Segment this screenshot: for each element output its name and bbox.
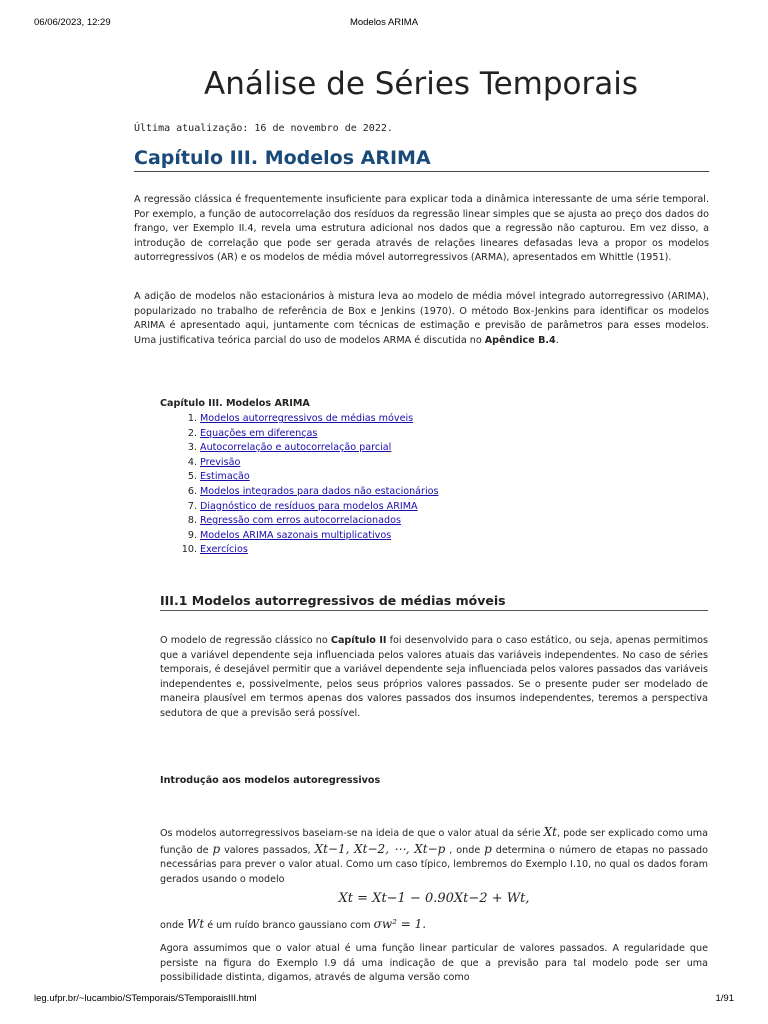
print-title: Modelos ARIMA bbox=[349, 17, 419, 28]
toc-item bbox=[160, 543, 439, 558]
linear-paragraph: Agora assumimos que o valor atual é uma função linear particular de valores passados. A regularidade que persiste na figura do Exemplo I.9 dá uma indicação de que a previsão para tal modelo pode ser uma possibilidade distinta, digamos, através de alguma versão como bbox=[160, 943, 708, 984]
toc-item bbox=[160, 500, 439, 515]
intro-paragraph-1: A regressão clássica é frequentemente insuficiente para explicar toda a dinâmica interessante de uma série temporal. Por exemplo, a função de autocorrelação dos resíduos da regressão linear simples que se ajusta ao preço dos dados do frango, ver Exemplo II.4, revela uma estrutura adicional nos dados que a regressão não capturou. Em vez disso, a introdução de correlação que pode ser gerada através de relações lineares defasadas leva a propor os modelos autorregressivos (AR) e os modelos de média móvel autorregressivos (ARMA), apresentados em Whittle (1951). bbox=[134, 194, 709, 264]
toc-item bbox=[160, 529, 439, 544]
toc-link[interactable]: Diagnóstico de resíduos para modelos ARIMA bbox=[200, 500, 418, 512]
ar-p-d: , onde bbox=[445, 844, 485, 856]
equation: Xt = Xt−1 − 0.90Xt−2 + Wt, bbox=[338, 891, 530, 906]
toc-item-number: 2. bbox=[187, 427, 197, 439]
toc-link[interactable]: Equações em diferenças bbox=[200, 427, 318, 439]
toc-item bbox=[160, 412, 439, 427]
toc-item-number: 5. bbox=[187, 471, 197, 483]
toc-link[interactable]: Modelos ARIMA sazonais multiplicativos bbox=[200, 529, 392, 541]
toc-item-number: 9. bbox=[187, 529, 197, 541]
math-xt: Xt bbox=[543, 825, 557, 839]
toc-item-number: 1. bbox=[187, 413, 197, 424]
noise-p-a: onde bbox=[160, 920, 187, 931]
toc-item-number: 3. bbox=[187, 442, 197, 454]
toc-link[interactable]: Exercícios bbox=[200, 544, 248, 556]
last-updated: Última atualização: 16 de novembro de 2022. bbox=[134, 123, 393, 134]
print-url: leg.ufpr.br/~lucambio/STemporais/STemporaisIII.html bbox=[34, 993, 257, 1004]
toc-item bbox=[160, 456, 439, 471]
page-title: Análise de Séries Temporais bbox=[203, 66, 639, 102]
print-page-number: 1/91 bbox=[715, 993, 734, 1004]
intro-p2-text: A adição de modelos não estacionários à mistura leva ao modelo de média móvel integrado autorregressivo (ARIMA), popularizado no trabalho de referência de Box e Jenkins (1970). O método Box-Jenkins para identificar os modelos ARIMA é apresentado aqui, juntamente com técnicas de estimação e previsão de parâmetros para esses modelos. Uma justificativa teórica parcial do uso de modelos ARMA é discutida no bbox=[134, 291, 709, 346]
sec-p-a: O modelo de regressão clássico no bbox=[160, 635, 331, 646]
intro-p2-end: . bbox=[555, 334, 559, 346]
toc-item bbox=[160, 441, 439, 456]
toc-item bbox=[160, 514, 439, 529]
toc-title: Capítulo III. Modelos ARIMA bbox=[160, 398, 310, 409]
ar-paragraph bbox=[160, 825, 708, 887]
print-date: 06/06/2023, 12:29 bbox=[34, 17, 111, 28]
noise-paragraph bbox=[160, 917, 708, 934]
toc-item-number: 6. bbox=[187, 485, 197, 497]
toc-item-number: 7. bbox=[187, 500, 197, 512]
ar-p-c: valores passados, bbox=[220, 844, 315, 856]
toc-link[interactable]: Autocorrelação e autocorrelação parcial bbox=[200, 442, 392, 454]
toc-link[interactable]: Modelos integrados para dados não estacionários bbox=[200, 485, 439, 497]
chapter-ref: Capítulo II bbox=[330, 635, 387, 646]
section-title: III.1 Modelos autorregressivos de médias móveis bbox=[160, 593, 708, 611]
toc-item bbox=[160, 485, 439, 500]
toc-link[interactable]: Modelos autorregressivos de médias móveis bbox=[200, 413, 414, 424]
toc-link[interactable]: Regressão com erros autocorrelacionados bbox=[200, 515, 401, 527]
toc-item bbox=[160, 427, 439, 442]
intro-paragraph-2 bbox=[134, 290, 709, 348]
math-sigma: σw² = 1. bbox=[373, 917, 427, 931]
toc-item-number: 4. bbox=[187, 456, 197, 468]
ar-p-a: Os modelos autorregressivos baseiam-se na ideia de que o valor atual da série bbox=[160, 828, 544, 839]
noise-p-b: é um ruído branco gaussiano com bbox=[204, 920, 374, 931]
sec-p-b: foi desenvolvido para o caso estático, ou seja, apenas permitimos que a variável dependente seja influenciada pelos valores atuais das variáveis independentes. No caso de séries temporais, é desejável permitir que a variável dependente seja influenciada pelos valores passados das variáveis independentes e, possivelmente, pelos seus próprios valores passados. Se o presente puder ser modelado de maneira plausível em termos apenas dos valores passados dos insumos independentes, teremos a perspectiva sedutora de que a previsão será possível. bbox=[160, 635, 709, 719]
ar-p-b: , pode ser explicado como uma função de bbox=[160, 828, 708, 856]
appendix-ref: Apêndice B.4 bbox=[484, 334, 556, 346]
subsection-title: Introdução aos modelos autoregressivos bbox=[160, 775, 381, 786]
math-lags: Xt−1, Xt−2, ⋯, Xt−p bbox=[314, 841, 446, 856]
chapter-title: Capítulo III. Modelos ARIMA bbox=[134, 147, 709, 172]
math-p-2: p bbox=[484, 841, 492, 856]
section-paragraph bbox=[160, 634, 708, 722]
math-p: p bbox=[212, 841, 221, 856]
ar-p-e: determina o número de etapas no passado necessárias para prever o valor atual. Como um caso típico, lembremos do Exemplo I.10, no qual os dados foram gerados usando o modelo bbox=[160, 844, 709, 885]
math-wt: Wt bbox=[187, 917, 205, 931]
toc-item-number: 8. bbox=[187, 515, 197, 527]
toc-link[interactable]: Previsão bbox=[200, 456, 241, 468]
toc-item bbox=[160, 470, 439, 485]
toc-item-number: 10. bbox=[181, 544, 197, 556]
table-of-contents bbox=[160, 412, 439, 558]
toc-link[interactable]: Estimação bbox=[200, 471, 250, 483]
